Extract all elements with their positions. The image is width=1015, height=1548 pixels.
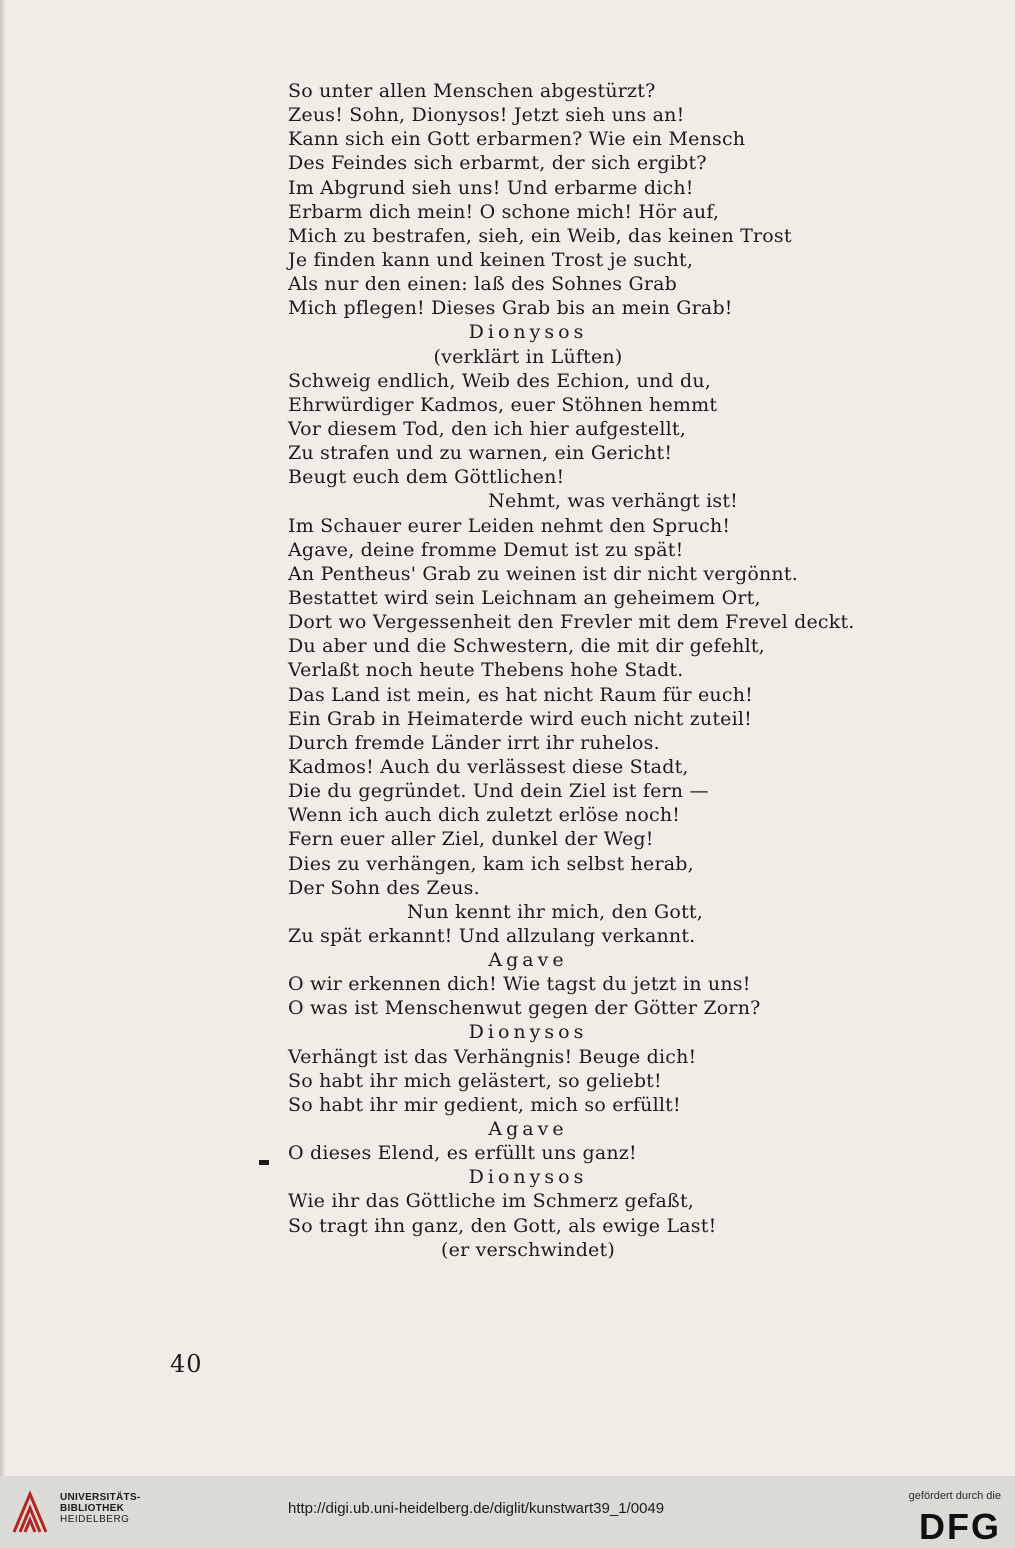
verse-line: Dort wo Vergessenheit den Frevler mit dem Frevel deckt. (288, 611, 855, 634)
source-url[interactable]: http://digi.ub.uni-heidelberg.de/diglit/kunstwart39_1/0049 (288, 1500, 665, 1517)
verse-line: O wir erkennen dich! Wie tagst du jetzt in uns! (288, 973, 751, 996)
speaker-name: Dionysos (468, 321, 588, 344)
verse-line: Mich zu bestrafen, sieh, ein Weib, das keinen Trost (288, 224, 792, 247)
digitization-footer (0, 1476, 1015, 1548)
verse-line: So habt ihr mir gedient, mich so erfüllt! (288, 1093, 681, 1116)
verse-line: Je finden kann und keinen Trost je sucht, (288, 248, 694, 271)
verse-line: Kann sich ein Gott erbarmen? Wie ein Mensch (288, 128, 746, 151)
verse-line: Der Sohn des Zeus. (288, 876, 480, 899)
verse-line: Zeus! Sohn, Dionysos! Jetzt sieh uns an! (288, 104, 685, 127)
verse-line: Als nur den einen: laß des Sohnes Grab (288, 273, 677, 296)
verse-line: Wie ihr das Göttliche im Schmerz gefaßt, (288, 1190, 695, 1213)
stage-direction: (verklärt in Lüften) (433, 345, 623, 368)
verse-line: Durch fremde Länder irrt ihr ruhelos. (288, 731, 660, 754)
library-city: HEIDELBERG (60, 1514, 130, 1525)
verse-line: Ehrwürdiger Kadmos, euer Stöhnen hemmt (288, 393, 718, 416)
verse-line: Bestattet wird sein Leichnam an geheimem Ort, (288, 586, 761, 609)
verse-line: Beugt euch dem Göttlichen! (288, 466, 565, 489)
verse-line: So unter allen Menschen abgestürzt? (288, 80, 656, 102)
speaker-name: Agave (488, 1118, 568, 1141)
verse-line: Schweig endlich, Weib des Echion, und du, (288, 369, 712, 392)
verse-line: Zu strafen und zu warnen, ein Gericht! (288, 442, 673, 465)
verse-line: Ein Grab in Heimaterde wird euch nicht zuteil! (288, 707, 753, 730)
verse-line: Des Feindes sich erbarmt, der sich ergibt? (288, 152, 707, 175)
verse-line: Fern euer aller Ziel, dunkel der Weg! (288, 828, 654, 851)
library-name-line2: BIBLIOTHEK (60, 1503, 125, 1514)
library-name (60, 1492, 141, 1525)
verse-line: An Pentheus' Grab zu weinen ist dir nicht vergönnt. (288, 562, 798, 585)
verse-line: Mich pflegen! Dieses Grab bis an mein Grab! (288, 297, 733, 320)
verse-line: Zu spät erkannt! Und allzulang verkannt. (288, 924, 696, 947)
verse-line: Wenn ich auch dich zuletzt erlöse noch! (288, 804, 681, 827)
dfg-logo: DFG (919, 1506, 1001, 1547)
verse-line: Verlaßt noch heute Thebens hohe Stadt. (288, 659, 684, 682)
verse-line: Du aber und die Schwestern, die mit dir gefehlt, (288, 635, 765, 658)
verse-line: Kadmos! Auch du verlässest diese Stadt, (288, 755, 689, 778)
verse-line: So tragt ihn ganz, den Gott, als ewige Last! (288, 1214, 717, 1237)
verse-line: Das Land ist mein, es hat nicht Raum für euch! (288, 683, 753, 706)
margin-mark (259, 1160, 269, 1165)
verse-line: Im Schauer eurer Leiden nehmt den Spruch! (288, 514, 731, 537)
verse-line: Vor diesem Tod, den ich hier aufgestellt, (288, 417, 686, 440)
verse-line: Im Abgrund sieh uns! Und erbarme dich! (288, 176, 694, 199)
verse-line: Agave, deine fromme Demut ist zu spät! (288, 538, 684, 561)
poem-text-block (288, 79, 855, 1262)
verse-line: So habt ihr mich gelästert, so geliebt! (288, 1069, 662, 1092)
speaker-name: Dionysos (468, 1021, 588, 1044)
verse-line: O dieses Elend, es erfüllt uns ganz! (288, 1142, 637, 1165)
page-number: 40 (170, 1350, 203, 1378)
verse-line: Verhängt ist das Verhängnis! Beuge dich! (288, 1045, 697, 1068)
library-name-line1: UNIVERSITÄTS- (60, 1492, 141, 1503)
sponsor-text: gefördert durch die (908, 1490, 1001, 1502)
verse-line: Nehmt, was verhängt ist! (488, 490, 738, 513)
speaker-name: Agave (488, 949, 568, 972)
verse-line: Nun kennt ihr mich, den Gott, (407, 900, 703, 923)
verse-line: Dies zu verhängen, kam ich selbst herab, (288, 852, 694, 875)
verse-line: Erbarm dich mein! O schone mich! Hör auf, (288, 200, 720, 223)
speaker-name: Dionysos (468, 1166, 588, 1189)
stage-direction: (er verschwindet) (441, 1238, 615, 1261)
university-library-logo-icon (10, 1488, 52, 1536)
page-binding-shadow (0, 0, 6, 1476)
verse-line: O was ist Menschenwut gegen der Götter Zorn? (288, 997, 761, 1020)
verse-line: Die du gegründet. Und dein Ziel ist fern — (288, 780, 709, 803)
